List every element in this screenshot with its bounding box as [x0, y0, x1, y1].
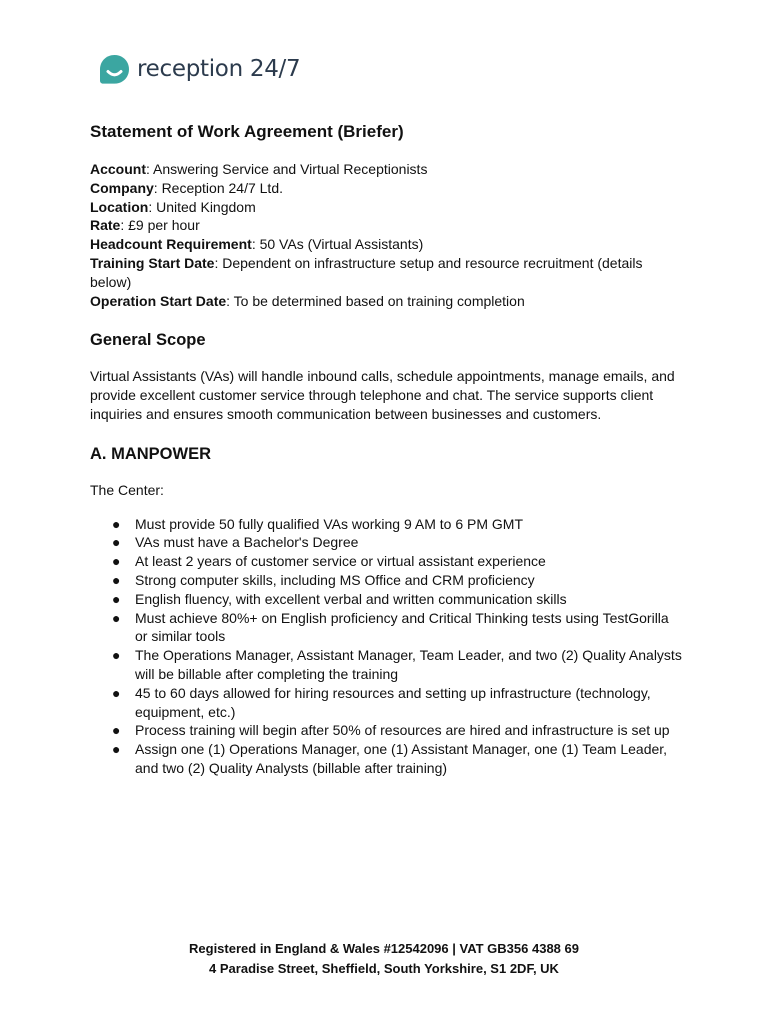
document-title: Statement of Work Agreement (Briefer) [90, 122, 404, 141]
info-row-company [90, 179, 682, 198]
list-item [90, 609, 682, 647]
bullet-icon: ● [112, 590, 121, 607]
manpower-intro: The Center: [90, 481, 164, 498]
list-item-text: 45 to 60 days allowed for hiring resources and setting up infrastructure (technology, equipment, etc.) [135, 684, 651, 720]
list-item [90, 740, 682, 778]
list-item [90, 515, 682, 534]
brand-name: reception 24/7 [137, 56, 301, 82]
info-row-headcount [90, 235, 682, 254]
page-footer [0, 939, 768, 978]
list-item-text: Must achieve 80%+ on English proficiency and Critical Thinking tests using TestGorilla or similar tools [135, 609, 669, 645]
info-row-training-start [90, 254, 682, 292]
list-item-text: VAs must have a Bachelor's Degree [135, 534, 359, 551]
info-row-location [90, 198, 682, 217]
info-value: : £9 per hour [120, 217, 200, 234]
general-scope-heading: General Scope [90, 331, 206, 350]
info-block [90, 160, 682, 310]
bullet-icon: ● [112, 534, 121, 551]
company-logo [99, 54, 300, 85]
info-label: Rate [90, 217, 121, 234]
document-body [90, 122, 682, 778]
info-label: Account [90, 161, 146, 177]
list-item [90, 646, 682, 684]
list-item-text: English fluency, with excellent verbal and written communication skills [135, 590, 567, 607]
info-label: Operation Start Date [90, 292, 227, 309]
bullet-icon: ● [112, 722, 121, 739]
bullet-icon: ● [112, 515, 121, 532]
footer-address: 4 Paradise Street, Sheffield, South Yorkshire, S1 2DF, UK [209, 960, 559, 976]
general-scope-text: Virtual Assistants (VAs) will handle inbound calls, schedule appointments, manage emails, and provide excellent customer service through telephone and chat. The service supports client inquiries and ensures smooth communication between businesses and customers. [90, 368, 675, 422]
list-item [90, 533, 682, 552]
info-row-operation-start [90, 292, 682, 311]
bullet-icon: ● [112, 684, 121, 701]
info-label: Training Start Date [90, 254, 215, 271]
manpower-heading: A. MANPOWER [90, 444, 211, 463]
manpower-list [90, 515, 682, 778]
info-label: Headcount Requirement [90, 236, 252, 253]
bullet-icon: ● [112, 647, 121, 664]
footer-registration: Registered in England & Wales #12542096 | VAT GB356 4388 69 [189, 941, 579, 956]
list-item [90, 590, 682, 609]
list-item [90, 684, 682, 722]
info-value: : 50 VAs (Virtual Assistants) [251, 236, 424, 253]
bullet-icon: ● [112, 741, 121, 758]
info-row-rate [90, 216, 682, 235]
info-value: : Reception 24/7 Ltd. [153, 179, 283, 196]
list-item-text: The Operations Manager, Assistant Manager, Team Leader, and two (2) Quality Analysts will be billable after completing the training [135, 647, 682, 682]
list-item [90, 571, 682, 590]
list-item-text: Must provide 50 fully qualified VAs working 9 AM to 6 PM GMT [135, 515, 524, 532]
info-label: Company [90, 179, 154, 196]
bullet-icon: ● [112, 553, 121, 570]
bullet-icon: ● [112, 609, 121, 626]
list-item-text: Process training will begin after 50% of resources are hired and infrastructure is set up [135, 722, 670, 739]
list-item-text: At least 2 years of customer service or virtual assistant experience [135, 553, 546, 570]
info-row-account [90, 160, 682, 179]
list-item [90, 721, 682, 740]
list-item [90, 552, 682, 571]
list-item-text: Strong computer skills, including MS Office and CRM proficiency [135, 571, 535, 588]
list-item-text: Assign one (1) Operations Manager, one (1) Assistant Manager, one (1) Team Leader, and two (2) Quality Analysts (billable after training) [135, 741, 668, 776]
info-value: : Answering Service and Virtual Receptionists [146, 161, 428, 177]
bullet-icon: ● [112, 571, 121, 588]
chat-bubble-logo-icon [99, 54, 130, 85]
info-value: : Dependent on infrastructure setup and resource recruitment (details below) [90, 254, 643, 290]
info-label: Location [90, 198, 149, 215]
info-value: : To be determined based on training completion [226, 292, 525, 309]
info-value: : United Kingdom [148, 198, 256, 215]
